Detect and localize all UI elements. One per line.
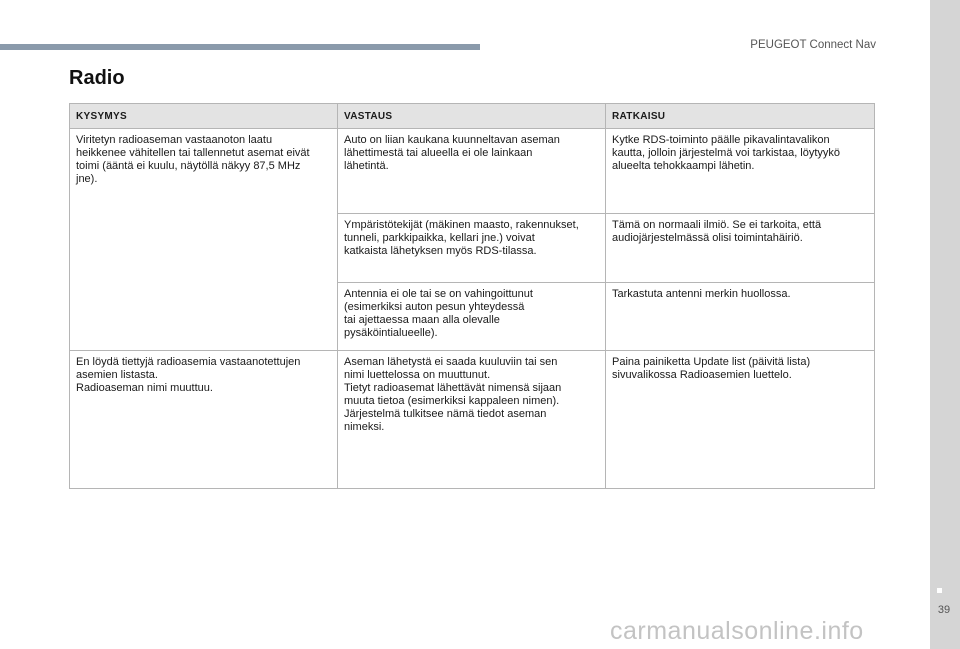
cause-cell: [338, 283, 606, 351]
header-rule: [0, 44, 480, 50]
troubleshooting-table: [69, 103, 875, 489]
solution-cell: [606, 351, 875, 489]
question-text: Viritetyn radioaseman vastaanoton laatu heikkenee vähitellen tai tallennetut asemat eivät toimi (ääntä ei kuulu, näytöllä näkyy 87,5 MHz jne).: [76, 134, 310, 185]
table-row: [70, 129, 875, 214]
question-cell: [70, 129, 338, 351]
cause-text: Aseman lähetystä ei saada kuuluviin tai sen nimi luettelossa on muuttunut. Tietyt radioasemat lähettävät nimensä sijaan muuta tietoa (esimerkiksi kappaleen nimen). Järjestelmä tulkitsee nämä tiedot aseman nimeksi.: [344, 356, 562, 433]
column-header-solution: RATKAISU: [606, 104, 875, 129]
cause-text: Ympäristötekijät (mäkinen maasto, rakennukset, tunneli, parkkipaikka, kellari jne.) voivat katkaista lähetyksen myös RDS-tilassa.: [344, 219, 579, 257]
solution-text: Tarkastuta antenni merkin huollossa.: [612, 288, 791, 300]
solution-cell: [606, 214, 875, 283]
table-row: [70, 351, 875, 489]
solution-text: Paina painiketta Update list (päivitä lista) sivuvalikossa Radioasemien luettelo.: [612, 356, 811, 381]
cause-cell: [338, 351, 606, 489]
solution-cell: [606, 129, 875, 214]
column-header-answer: VASTAUS: [338, 104, 606, 129]
solution-cell: [606, 283, 875, 351]
page-side-band: [930, 0, 960, 649]
question-text: En löydä tiettyjä radioasemia vastaanotettujen asemien listasta. Radioaseman nimi muuttuu.: [76, 356, 301, 394]
brand-label: PEUGEOT Connect Nav: [750, 39, 876, 51]
cause-cell: [338, 129, 606, 214]
question-cell: [70, 351, 338, 489]
solution-text: Tämä on normaali ilmiö. Se ei tarkoita, että audiojärjestelmässä olisi toimintahäiriö.: [612, 219, 822, 244]
page-marker-dot: [937, 588, 942, 593]
cause-cell: [338, 214, 606, 283]
table-header-row: [70, 104, 875, 129]
column-header-question: KYSYMYS: [70, 104, 338, 129]
watermark: carmanualsonline.info: [610, 617, 864, 645]
page-number: 39: [937, 604, 951, 616]
cause-text: Antennia ei ole tai se on vahingoittunut (esimerkiksi auton pesun yhteydessä tai ajettaessa maan alla olevalle pysäköintialueelle).: [344, 288, 533, 339]
solution-text: Kytke RDS-toiminto päälle pikavalintavalikon kautta, jolloin järjestelmä voi tarkistaa, löytyykö alueelta tehokkaampi lähetin.: [612, 134, 841, 172]
page-title: Radio: [69, 67, 125, 89]
cause-text: Auto on liian kaukana kuunneltavan aseman lähettimestä tai alueella ei ole lainkaan lähetintä.: [344, 134, 560, 172]
